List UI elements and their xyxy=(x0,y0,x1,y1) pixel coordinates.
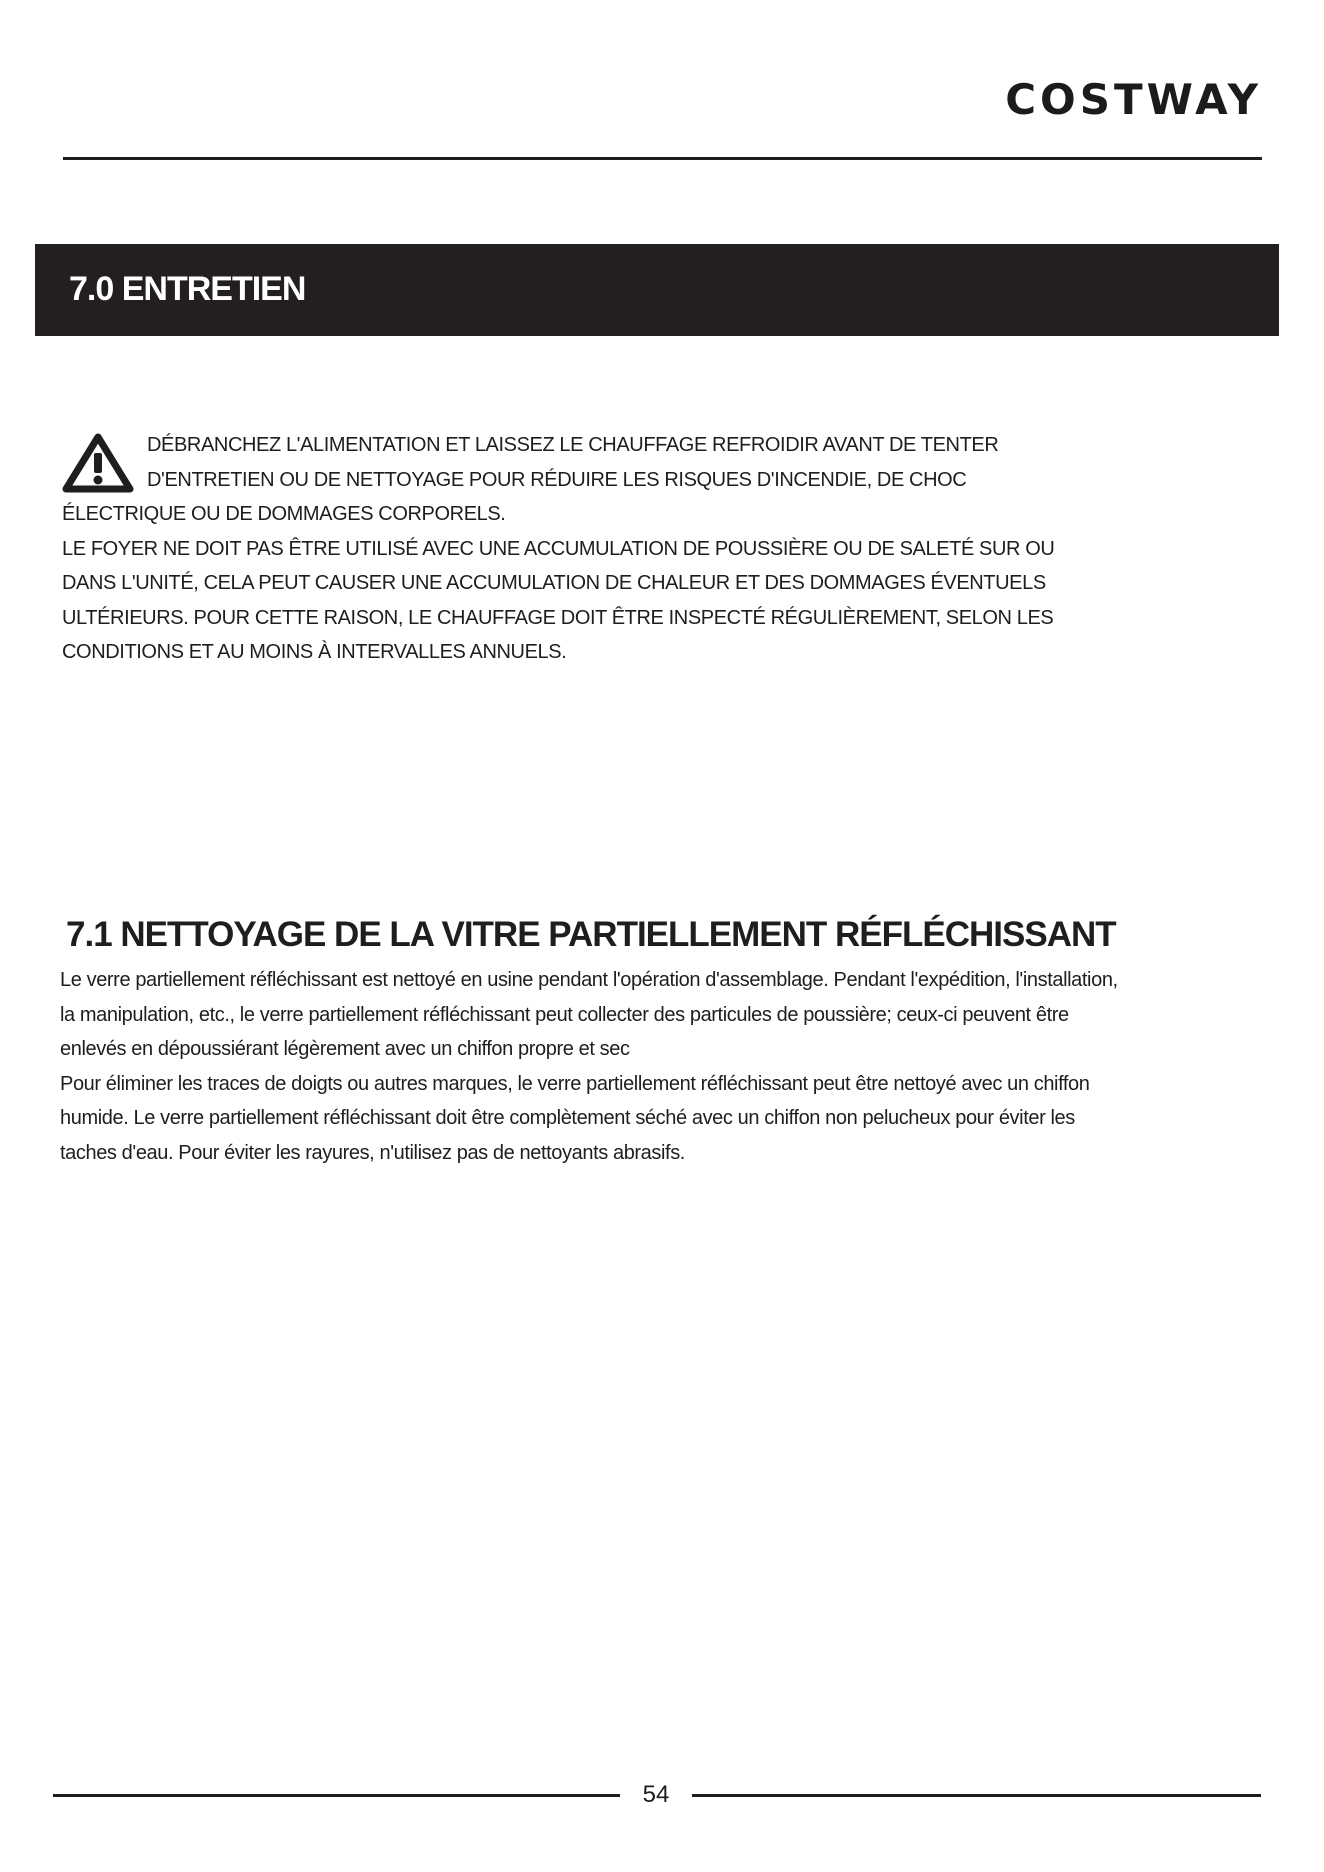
warning-line: ULTÉRIEURS. POUR CETTE RAISON, LE CHAUFFAGE DOIT ÊTRE INSPECTÉ RÉGULIÈREMENT, SELON LES xyxy=(62,606,1054,629)
header-divider xyxy=(63,157,1262,160)
subsection-title: 7.1 NETTOYAGE DE LA VITRE PARTIELLEMENT RÉFLÉCHISSANT xyxy=(66,915,1116,954)
body-line: Pour éliminer les traces de doigts ou autres marques, le verre partiellement réfléchissant peut être nettoyé avec un chiffon xyxy=(60,1072,1090,1095)
warning-line: ÉLECTRIQUE OU DE DOMMAGES CORPORELS. xyxy=(62,503,506,525)
footer-divider-right xyxy=(692,1794,1261,1797)
page-number: 54 xyxy=(642,1781,670,1808)
body-line: Le verre partiellement réfléchissant est nettoyé en usine pendant l'opération d'assemblage. Pendant l'expédition, l'installation, xyxy=(60,969,1118,991)
maintenance-warning xyxy=(62,428,1262,670)
brand-logo: COSTWAY xyxy=(1005,75,1262,124)
body-line: la manipulation, etc., le verre partiellement réfléchissant peut collecter des particules de poussière; ceux-ci peuvent être xyxy=(60,1003,1069,1026)
body-line: taches d'eau. Pour éviter les rayures, n'utilisez pas de nettoyants abrasifs. xyxy=(60,1141,685,1164)
warning-line: DÉBRANCHEZ L'ALIMENTATION ET LAISSEZ LE CHAUFFAGE REFROIDIR AVANT DE TENTER xyxy=(147,434,999,456)
body-line: humide. Le verre partiellement réfléchissant doit être complètement séché avec un chiffon non pelucheux pour éviter les xyxy=(60,1107,1075,1129)
body-line: enlevés en dépoussiérant légèrement avec un chiffon propre et sec xyxy=(60,1038,630,1060)
warning-line: CONDITIONS ET AU MOINS À INTERVALLES ANNUELS. xyxy=(62,641,567,663)
section-title: 7.0 ENTRETIEN xyxy=(69,270,306,308)
subsection-body xyxy=(60,963,1280,1170)
warning-triangle-icon xyxy=(62,432,134,494)
warning-line: DANS L'UNITÉ, CELA PEUT CAUSER UNE ACCUMULATION DE CHALEUR ET DES DOMMAGES ÉVENTUELS xyxy=(62,572,1046,594)
footer-divider-left xyxy=(53,1794,620,1797)
section-banner xyxy=(35,244,1279,336)
warning-line: D'ENTRETIEN OU DE NETTOYAGE POUR RÉDUIRE LES RISQUES D'INCENDIE, DE CHOC xyxy=(147,468,967,491)
warning-line: LE FOYER NE DOIT PAS ÊTRE UTILISÉ AVEC UNE ACCUMULATION DE POUSSIÈRE OU DE SALETÉ SUR OU xyxy=(62,537,1055,560)
